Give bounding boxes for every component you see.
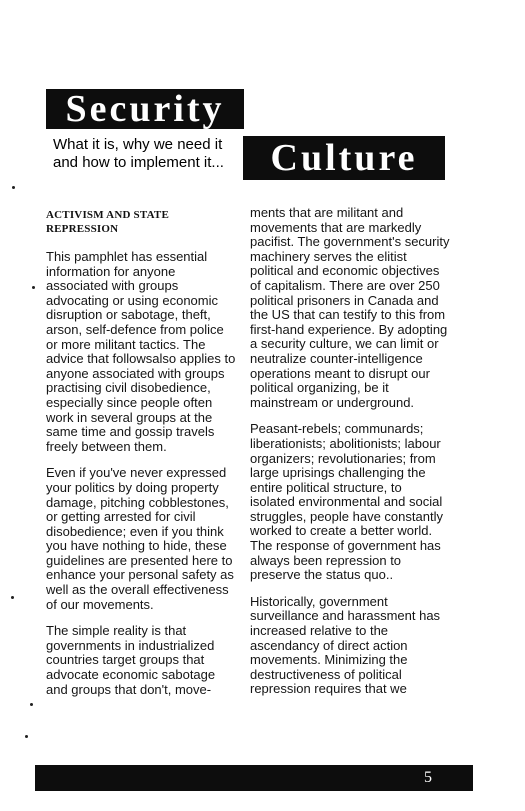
right-paragraph-2: Peasant-rebels; communards; liberationists; abolitionists; labour organizers; revolutionaries; from large uprisings challenging the entire political structure, to isolated environmental and social struggles, people have constantly worked to create a better world. The response of government has always been repression to preserve the status quo.. <box>250 421 443 583</box>
scan-speck <box>32 286 35 289</box>
scan-speck <box>25 735 28 738</box>
title-word-security: Security <box>46 89 244 129</box>
page-number: 5 <box>424 769 432 786</box>
right-paragraph-3: Historically, government surveillance and harassment has increased relative to the ascendancy of direct action movements. Minimizing the destructiveness of political repression requires that we <box>250 593 441 697</box>
footer-bar <box>35 765 473 791</box>
left-paragraph-1: This pamphlet has essential information for anyone associated with groups advocating or using economic disruption or sabotage, theft, arson, self-defence from police or more militant tactics. The advice that followsalso applies to anyone associated with groups practising civil disobedience, especially since people often work in several groups at the same time and gossip travels freely between them. <box>46 249 236 454</box>
left-paragraph-2: Even if you've never expressed your politics by doing property damage, pitching cobblestones, or getting arrested for civil disobedience; even if you think you have nothing to hide, these guidelines are presented here to enhance your personal safety as well as the overall effectiveness of our movements. <box>46 465 234 612</box>
section-heading: ACTIVISM AND STATE REPRESSION <box>46 209 169 235</box>
subtitle: What it is, why we need it and how to implement it... <box>53 136 224 171</box>
right-column <box>250 206 450 709</box>
left-column <box>46 250 238 709</box>
right-paragraph-1: ments that are militant and movements that are markedly pacifist. The government's security machinery serves the elitist political and economic objectives of capitalism. There are over 250 political prisoners in Canada and the US that can testify to this from first-hand experience. By adopting a security culture, we can limit or neutralize counter-intelligence operations meant to disrupt our political organizing, be it mainstream or underground. <box>250 205 450 410</box>
left-paragraph-3: The simple reality is that governments in industrialized countries target groups that advocate economic sabotage and groups that don't, move- <box>46 623 216 697</box>
title-word-culture: Culture <box>243 136 445 180</box>
scan-speck <box>11 596 14 599</box>
scan-speck <box>30 703 33 706</box>
scan-speck <box>12 186 15 189</box>
